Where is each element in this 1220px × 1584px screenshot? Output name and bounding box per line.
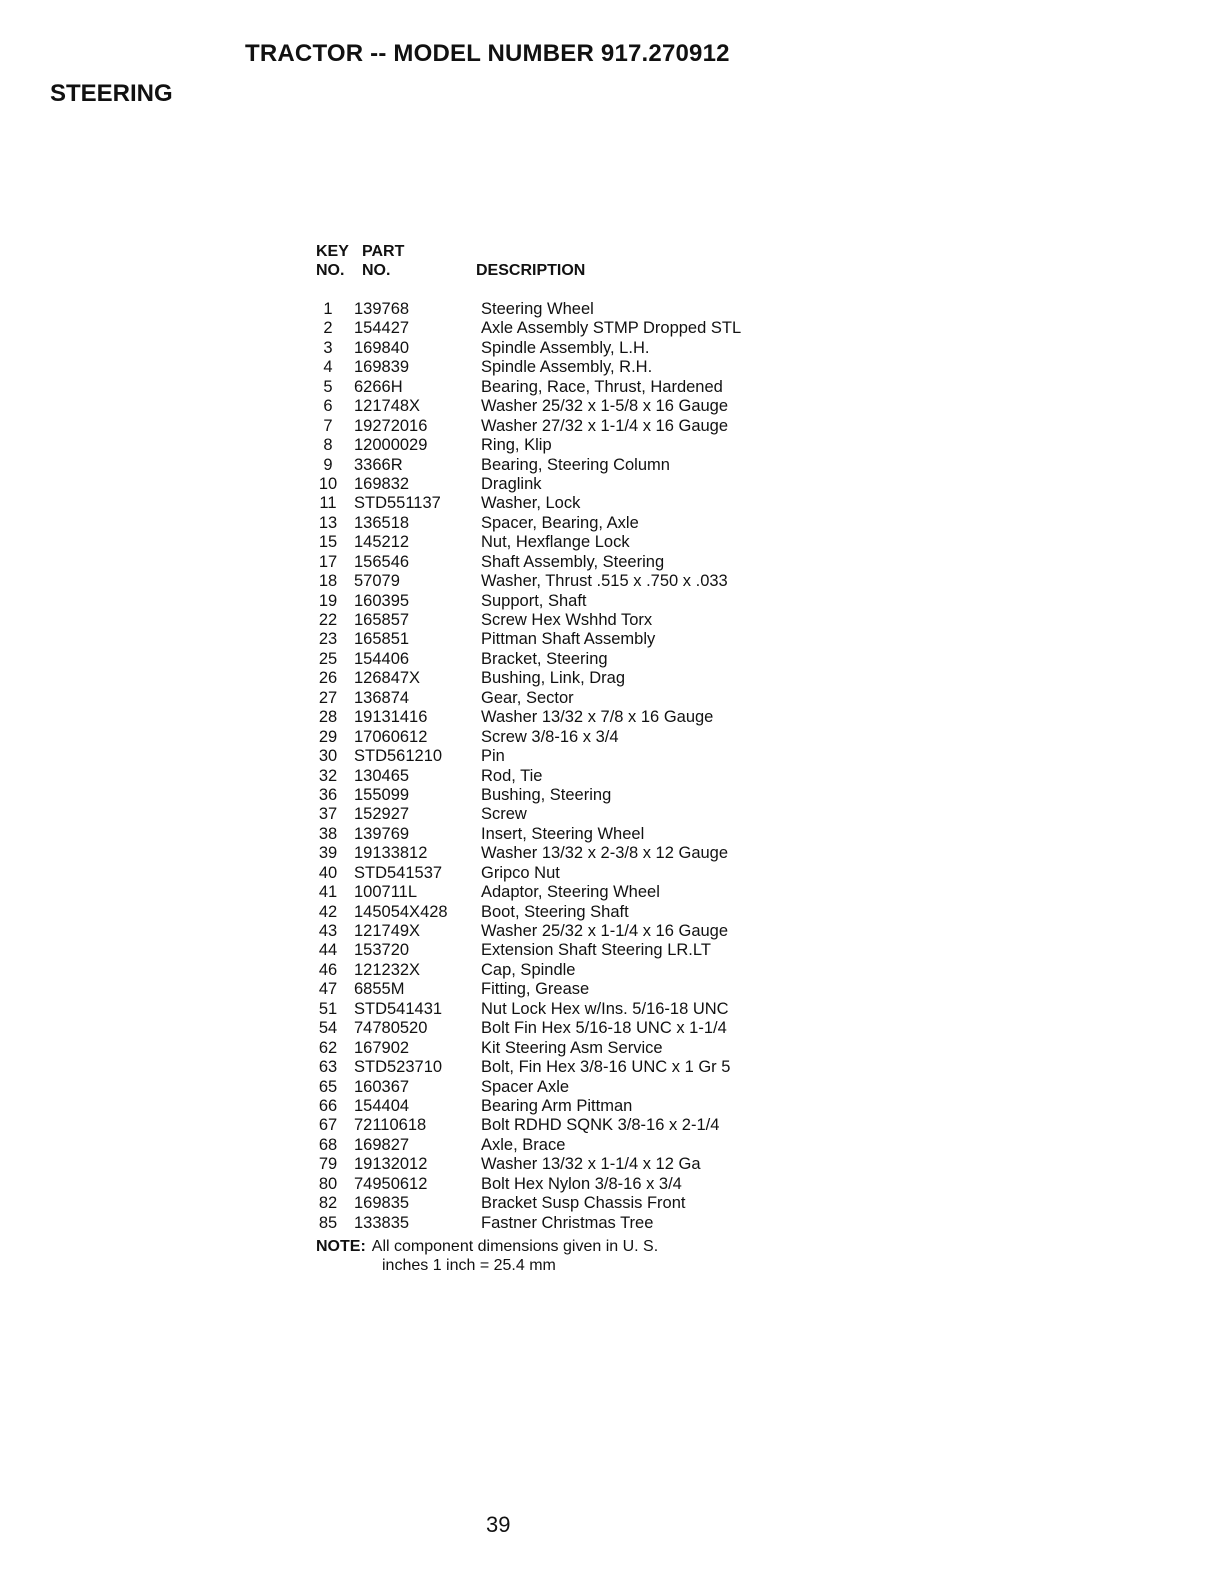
column-header-key-line2: NO.: [316, 262, 345, 279]
table-row: [316, 1019, 796, 1038]
table-row: [316, 1155, 796, 1174]
table-row: [316, 1097, 796, 1116]
part-description: Rod, Tie: [481, 766, 543, 785]
key-number: 23: [318, 630, 338, 649]
table-row: [316, 650, 796, 669]
part-number: 72110618: [354, 1116, 427, 1135]
part-number: 145212: [354, 533, 410, 552]
key-number: 47: [318, 980, 338, 999]
part-description: Axle Assembly STMP Dropped STL: [481, 319, 742, 338]
table-row: [316, 767, 796, 786]
key-number: 43: [318, 922, 338, 940]
key-number: 37: [318, 805, 338, 824]
part-description: Bearing, Steering Column: [481, 455, 670, 474]
part-description: Draglink: [481, 474, 542, 493]
key-number: 13: [318, 513, 338, 532]
note-label: NOTE:: [316, 1238, 366, 1255]
key-number: 5: [323, 377, 333, 396]
part-description: Pittman Shaft Assembly: [481, 630, 656, 649]
column-header-description: DESCRIPTION: [476, 262, 586, 279]
part-description: Spacer, Bearing, Axle: [481, 513, 639, 532]
key-number: 32: [318, 766, 338, 785]
key-number: 2: [323, 319, 333, 338]
key-number: 80: [318, 1174, 338, 1193]
key-number: 62: [318, 1038, 338, 1057]
key-number: 19: [318, 591, 338, 610]
part-number: STD523710: [354, 1058, 443, 1077]
part-number: 6266H: [354, 377, 403, 396]
dimensions-note: [316, 1237, 658, 1275]
part-number: 3366R: [354, 455, 403, 474]
key-number: 68: [318, 1135, 338, 1154]
key-number: 54: [318, 1019, 338, 1038]
part-description: Bushing, Link, Drag: [481, 669, 625, 688]
part-description: Bolt Fin Hex 5/16-18 UNC x 1-1/4: [481, 1019, 727, 1038]
table-row: [316, 494, 796, 513]
part-number: 121232X: [354, 960, 421, 979]
part-number: 139769: [354, 824, 410, 843]
part-number: 165851: [354, 630, 410, 649]
part-number: 19272016: [354, 416, 428, 435]
table-row: [316, 611, 796, 630]
part-description: Gear, Sector: [481, 688, 574, 707]
table-row: [316, 319, 796, 338]
table-row: [316, 1194, 796, 1213]
key-number: 4: [323, 358, 333, 377]
table-row: [316, 786, 796, 805]
key-number: 6: [323, 397, 333, 416]
part-number: 169827: [354, 1135, 410, 1154]
key-number: 63: [318, 1058, 338, 1077]
part-description: Screw 3/8-16 x 3/4: [481, 727, 619, 746]
part-number: 74950612: [354, 1174, 428, 1193]
note-text-line1: All component dimensions given in U. S.: [371, 1238, 659, 1255]
table-row: [316, 903, 796, 922]
table-row: [316, 533, 796, 552]
part-number: 74780520: [354, 1019, 428, 1038]
part-number: 57079: [354, 572, 400, 591]
table-row: [316, 417, 796, 436]
table-row: [316, 961, 796, 980]
part-description: Extension Shaft Steering LR.LT: [481, 941, 711, 960]
parts-list: [316, 243, 796, 1233]
table-row: [316, 922, 796, 941]
table-row: [316, 708, 796, 727]
table-row: [316, 1136, 796, 1155]
part-description: Ring, Klip: [481, 436, 552, 455]
note-text-line2: inches 1 inch = 25.4 mm: [382, 1257, 556, 1274]
key-number: 22: [318, 611, 338, 629]
table-row: [316, 456, 796, 475]
column-header-key-line1: KEY: [316, 243, 349, 260]
part-number: 19131416: [354, 708, 428, 727]
key-number: 44: [318, 941, 338, 960]
table-row: [316, 553, 796, 572]
part-description: Washer 13/32 x 2-3/8 x 12 Gauge: [481, 844, 729, 863]
key-number: 40: [318, 863, 338, 882]
part-description: Washer, Thrust .515 x .750 x .033: [481, 572, 728, 591]
column-header-part-line1: PART: [362, 243, 405, 260]
key-number: 25: [318, 649, 338, 668]
table-row: [316, 475, 796, 494]
key-number: 11: [319, 494, 337, 513]
part-description: Fitting, Grease: [481, 980, 590, 999]
part-description: Pin: [481, 747, 505, 766]
part-number: 145054X428: [354, 902, 448, 921]
key-number: 66: [318, 1096, 338, 1115]
part-description: Nut Lock Hex w/Ins. 5/16-18 UNC: [481, 999, 729, 1018]
key-number: 85: [318, 1213, 338, 1232]
column-header-part-line2: NO.: [362, 262, 391, 279]
key-number: 18: [318, 572, 338, 591]
part-number: 136518: [354, 513, 410, 532]
part-description: Kit Steering Asm Service: [481, 1038, 663, 1057]
table-row: [316, 728, 796, 747]
part-description: Screw Hex Wshhd Torx: [481, 611, 653, 629]
part-number: 169840: [354, 338, 410, 357]
table-row: [316, 514, 796, 533]
part-description: Nut, Hexflange Lock: [481, 533, 630, 552]
part-number: 17060612: [354, 727, 428, 746]
table-row: [316, 1000, 796, 1019]
part-description: Boot, Steering Shaft: [481, 902, 629, 921]
table-row: [316, 1175, 796, 1194]
table-row: [316, 572, 796, 591]
part-description: Axle, Brace: [481, 1135, 566, 1154]
part-description: Gripco Nut: [481, 863, 560, 882]
parts-list-rows: [316, 300, 796, 1233]
part-description: Screw: [481, 805, 527, 824]
part-number: 156546: [354, 552, 410, 571]
key-number: 28: [318, 708, 338, 727]
part-number: STD541431: [354, 999, 443, 1018]
key-number: 10: [318, 474, 338, 493]
part-number: STD551137: [354, 494, 441, 513]
part-description: Shaft Assembly, Steering: [481, 552, 665, 571]
table-row: [316, 397, 796, 416]
table-row: [316, 1039, 796, 1058]
key-number: 46: [318, 960, 338, 979]
part-description: Washer 13/32 x 7/8 x 16 Gauge: [481, 708, 714, 727]
key-number: 30: [318, 747, 338, 766]
key-number: 3: [323, 338, 333, 357]
key-number: 38: [318, 824, 338, 843]
part-number: 160367: [354, 1077, 410, 1096]
part-number: 130465: [354, 766, 410, 785]
part-number: 152927: [354, 805, 410, 824]
part-number: 169839: [354, 358, 410, 377]
part-description: Bolt Hex Nylon 3/8-16 x 3/4: [481, 1174, 682, 1193]
key-number: 1: [323, 300, 333, 318]
part-description: Support, Shaft: [481, 591, 587, 610]
part-number: 121748X: [354, 397, 421, 416]
table-row: [316, 747, 796, 766]
table-row: [316, 825, 796, 844]
part-description: Washer 27/32 x 1-1/4 x 16 Gauge: [481, 416, 729, 435]
parts-list-header: [316, 243, 796, 300]
key-number: 27: [318, 688, 338, 707]
table-row: [316, 1058, 796, 1077]
key-number: 17: [318, 552, 338, 571]
key-number: 82: [318, 1194, 338, 1213]
part-description: Washer 25/32 x 1-5/8 x 16 Gauge: [481, 397, 729, 416]
part-description: Spindle Assembly, L.H.: [481, 338, 650, 357]
part-number: 121749X: [354, 922, 421, 940]
table-row: [316, 883, 796, 902]
part-number: 169835: [354, 1194, 410, 1213]
part-number: 169832: [354, 474, 410, 493]
part-description: Cap, Spindle: [481, 960, 576, 979]
key-number: 79: [318, 1155, 338, 1174]
part-description: Washer, Lock: [481, 494, 581, 513]
part-number: 155099: [354, 785, 410, 804]
part-number: 160395: [354, 591, 410, 610]
key-number: 15: [318, 533, 338, 552]
part-description: Adaptor, Steering Wheel: [481, 883, 660, 902]
part-number: 133835: [354, 1213, 410, 1232]
key-number: 8: [323, 436, 333, 455]
part-description: Bolt, Fin Hex 3/8-16 UNC x 1 Gr 5: [481, 1058, 731, 1077]
part-number: 153720: [354, 941, 410, 960]
table-row: [316, 980, 796, 999]
part-description: Bearing, Race, Thrust, Hardened: [481, 377, 723, 396]
page-number: 39: [486, 1512, 511, 1537]
part-number: 165857: [354, 611, 410, 629]
part-description: Fastner Christmas Tree: [481, 1213, 654, 1232]
key-number: 9: [323, 455, 333, 474]
part-number: 6855M: [354, 980, 405, 999]
table-row: [316, 689, 796, 708]
part-number: 167902: [354, 1038, 410, 1057]
part-number: 12000029: [354, 436, 428, 455]
section-title: STEERING: [50, 80, 173, 107]
table-row: [316, 339, 796, 358]
part-number: 100711L: [354, 883, 418, 902]
part-number: STD541537: [354, 863, 443, 882]
key-number: 67: [318, 1116, 338, 1135]
table-row: [316, 436, 796, 455]
table-row: [316, 630, 796, 649]
table-row: [316, 805, 796, 824]
part-number: 19133812: [354, 844, 428, 863]
key-number: 51: [318, 999, 338, 1018]
page-title: TRACTOR -- MODEL NUMBER 917.270912: [245, 40, 730, 67]
part-description: Spacer Axle: [481, 1077, 570, 1096]
part-description: Washer 25/32 x 1-1/4 x 16 Gauge: [481, 922, 729, 940]
part-description: Washer 13/32 x 1-1/4 x 12 Ga: [481, 1155, 701, 1174]
table-row: [316, 592, 796, 611]
table-row: [316, 941, 796, 960]
key-number: 26: [318, 669, 338, 688]
key-number: 29: [318, 727, 338, 746]
part-number: 154404: [354, 1096, 410, 1115]
key-number: 42: [318, 902, 338, 921]
part-number: 19132012: [354, 1155, 428, 1174]
part-number: 126847X: [354, 669, 421, 688]
key-number: 41: [318, 883, 338, 902]
part-number: 154427: [354, 319, 410, 338]
table-row: [316, 844, 796, 863]
table-row: [316, 1078, 796, 1097]
part-description: Bracket, Steering: [481, 649, 608, 668]
part-description: Insert, Steering Wheel: [481, 824, 645, 843]
table-row: [316, 669, 796, 688]
key-number: 39: [318, 844, 338, 863]
table-row: [316, 1116, 796, 1135]
part-description: Bushing, Steering: [481, 785, 612, 804]
part-number: 154406: [354, 649, 410, 668]
table-row: [316, 378, 796, 397]
part-description: Bracket Susp Chassis Front: [481, 1194, 686, 1213]
part-number: 136874: [354, 688, 410, 707]
table-row: [316, 864, 796, 883]
table-row: [316, 1214, 796, 1233]
table-row: [316, 358, 796, 377]
key-number: 65: [318, 1077, 338, 1096]
table-row: [316, 300, 796, 319]
part-number: STD561210: [354, 747, 443, 766]
part-number: 139768: [354, 300, 410, 318]
key-number: 7: [323, 416, 333, 435]
part-description: Bolt RDHD SQNK 3/8-16 x 2-1/4: [481, 1116, 720, 1135]
key-number: 36: [318, 785, 338, 804]
part-description: Steering Wheel: [481, 300, 594, 318]
part-description: Spindle Assembly, R.H.: [481, 358, 653, 377]
part-description: Bearing Arm Pittman: [481, 1096, 633, 1115]
